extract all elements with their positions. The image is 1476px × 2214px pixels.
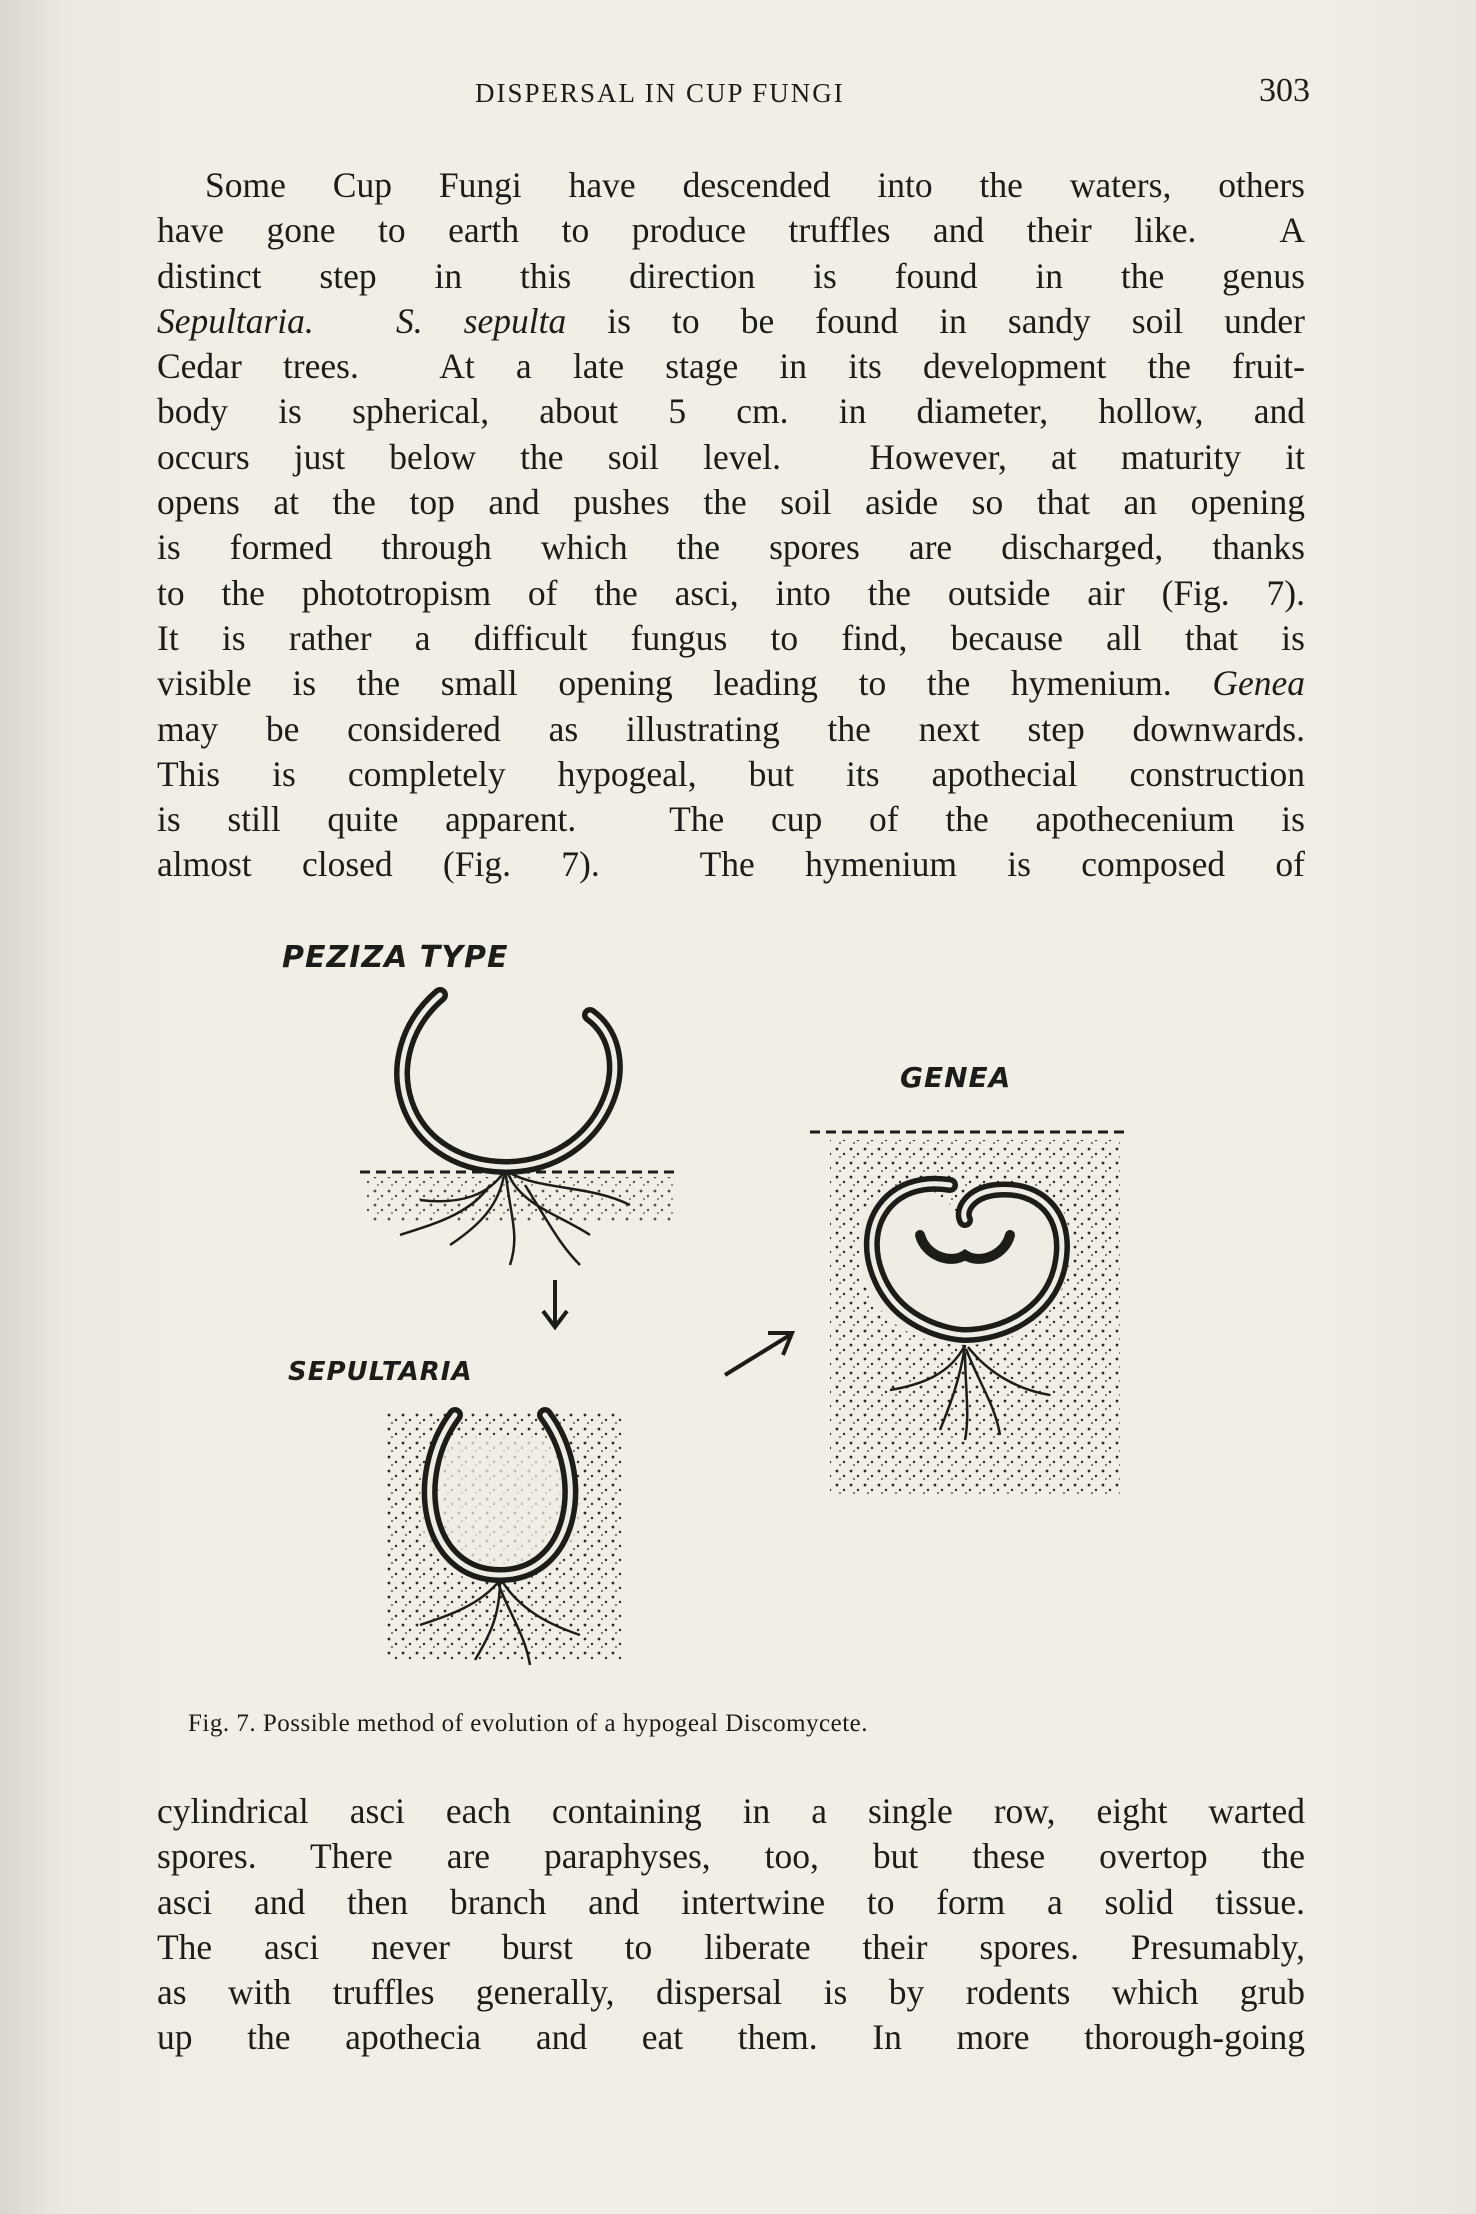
text-line: as with truffles generally, dispersal is by rodents which grub (157, 1972, 1305, 2013)
paragraph-1 (157, 163, 1305, 888)
species-name: S. sepulta (395, 300, 567, 341)
text-line: is still quite apparent. The cup of the apothecenium is (157, 799, 1305, 840)
text-line: cylindrical asci each containing in a single row, eight warted (157, 1791, 1305, 1831)
arrow-down-icon (543, 1280, 567, 1327)
genus-name: Genea (1212, 663, 1305, 704)
text-line: Some Cup Fungi have descended into the waters, others (205, 165, 1305, 205)
figure-caption: Fig. 7. Possible method of evolution of a hypogeal Discomycete. (188, 1710, 869, 1737)
text-line: is formed through which the spores are discharged, thanks (157, 527, 1305, 568)
text-line: distinct step in this direction is found in the genus (157, 255, 1305, 296)
text-line: visible is the small opening leading to the hymenium. Genea (157, 663, 1305, 704)
label-peziza-type: PEZIZA TYPE (282, 940, 509, 975)
label-genea: GENEA (900, 1061, 1012, 1094)
figure-illustration (260, 935, 1220, 1755)
text-line: asci and then branch and intertwine to form a solid tissue. (157, 1881, 1305, 1922)
figure-7 (260, 935, 1220, 1755)
running-title: DISPERSAL IN CUP FUNGI (475, 78, 845, 108)
text-line: Cedar trees. At a late stage in its development the fruit- (157, 346, 1305, 387)
peziza-cup (360, 995, 680, 1265)
text-line: up the apothecia and eat them. In more thorough-going (157, 2017, 1305, 2058)
genus-name: Sepultaria. (157, 300, 314, 341)
genea-cup (810, 1132, 1130, 1495)
text-line: occurs just below the soil level. However, at maturity it (157, 436, 1305, 477)
text-line: to the phototropism of the asci, into the outside air (Fig. 7). (157, 572, 1305, 613)
text-line: The asci never burst to liberate their spores. Presumably, (157, 1926, 1305, 1967)
text-line: spores. There are paraphyses, too, but these overtop the (157, 1836, 1305, 1877)
label-sepultaria: SEPULTARIA (288, 1357, 473, 1387)
sepultaria-cup (385, 1410, 625, 1665)
text-line: opens at the top and pushes the soil aside so that an opening (157, 482, 1305, 523)
page-number: 303 (1259, 72, 1310, 109)
running-head (150, 72, 1310, 118)
text-line: This is completely hypogeal, but its apothecial construction (157, 753, 1305, 794)
text-line: have gone to earth to produce truffles and their like. A (157, 210, 1305, 251)
text-line: body is spherical, about 5 cm. in diameter, hollow, and (157, 391, 1305, 432)
text-line: It is rather a difficult fungus to find, because all that is (157, 617, 1305, 658)
arrow-up-right-icon (725, 1333, 792, 1375)
text-line: Sepultaria. S. sepulta is to be found in sandy soil under (157, 300, 1305, 341)
text-line: almost closed (Fig. 7). The hymenium is composed of (157, 844, 1305, 885)
text-line: may be considered as illustrating the next step downwards. (157, 708, 1305, 749)
paragraph-2 (157, 1789, 1305, 2061)
